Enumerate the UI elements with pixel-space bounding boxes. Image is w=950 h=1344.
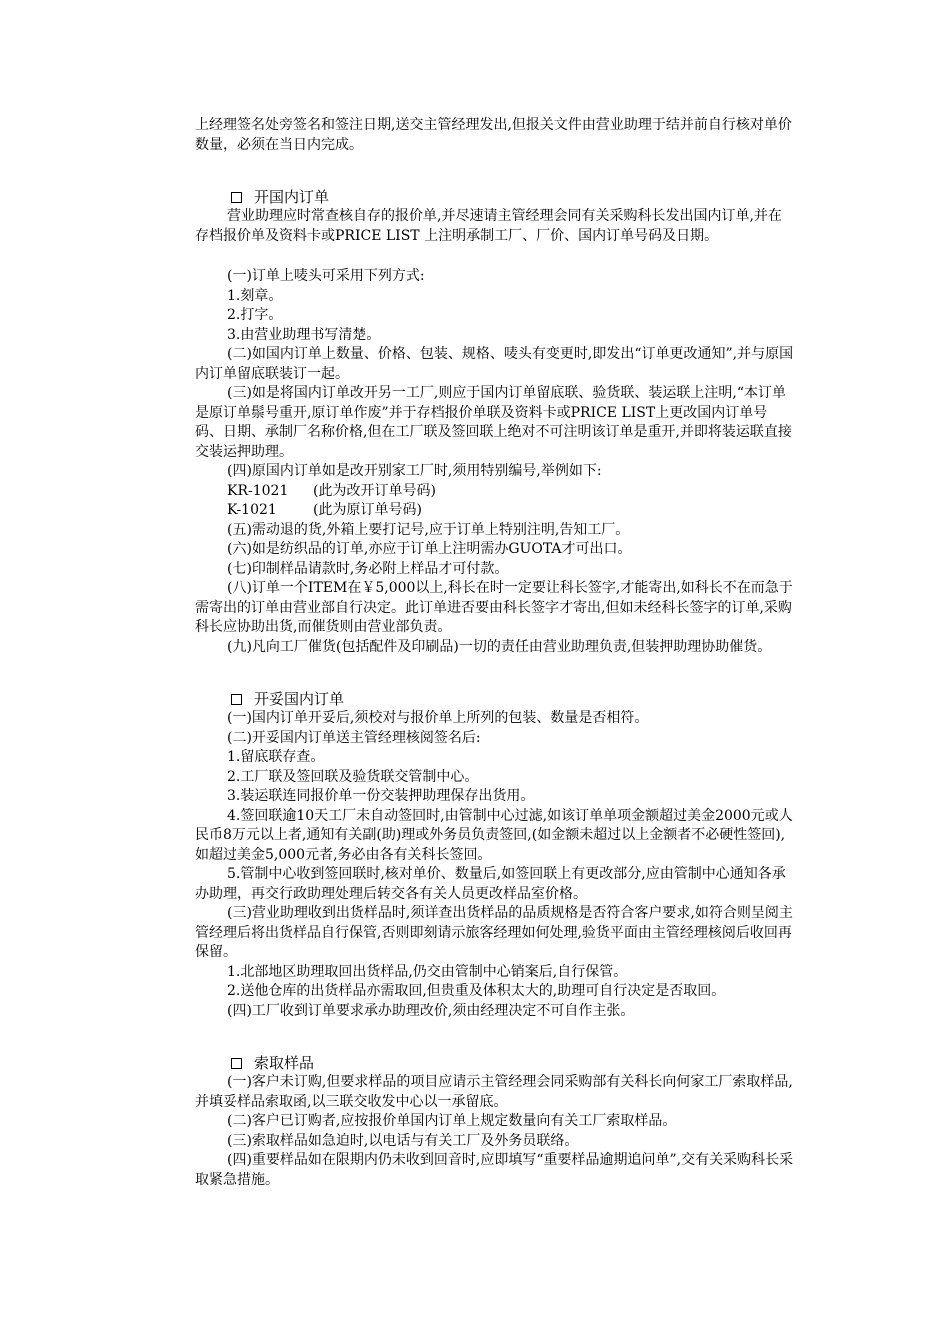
order-code-row [195,482,795,502]
document-page [195,116,795,1190]
list-item: 4.签回联逾10天工厂未自动签回时,由管制中心过滤,如该订单单项金额超过美金2000元或人民币8万元以上者,通知有关副(助)理或外务员负责签回,(如金额未超过以上金额者不必硬性签回),如超过美金5,000元者,务必由各有关科长签回。 [195,807,793,863]
spacer [195,155,795,187]
list-item: (七)印制样品请款时,务必附上样品才可付款。 [227,560,509,577]
list-item: (一)国内订单开妥后,须校对与报价单上所列的包装、数量是否相符。 [227,710,649,726]
list-item: 3.装运联连同报价单一份交装押助理保存出货用。 [227,788,535,804]
list-item: (一)客户未订购,但要求样品的项目应请示主管经理会同采购部有关科长向何家工厂索取样品,并填妥样品索取函,以三联交收发中心以一承留底。 [195,1074,793,1110]
list-item: 5.管制中心收到签回联时,核对单价、数量后,如签回联上有更改部分,应由管制中心通知各承办助理，再交行政助理处理后转交各有关人员更改样品室价格。 [195,866,786,902]
spacer [195,246,795,267]
list-item: (一)订单上唛头可采用下列方式: [227,268,425,284]
list-item: (二)客户已订购者,应按报价单国内订单上规定数量向有关工厂索取样品。 [227,1113,677,1129]
spacer [195,657,795,689]
section-title: 索取样品 [254,1054,315,1072]
list-item: (三)如是将国内订单改开另一工厂,则应于国内订单留底联、验货联、装运联上注明,“本订单是原订单鬃号重开,原订单作废”并于存档报价单联及资料卡或PRICE LIST上更改国内订单号码、日期、承制厂名称价格,但在工厂联及签回联上绝对不可注明该订单是重开,并即将装运联直接交装运押助理。 [195,385,792,460]
list-item: (二)如国内订单上数量、价格、包装、规格、唛头有变更时,即发出“订单更改通知”,并与原国内订单留底联装订一起。 [195,346,794,382]
section-title: 开国内订单 [254,188,330,206]
order-code: K-1021 [227,502,277,518]
order-code: KR-1021 [227,482,289,499]
list-item: 1.北部地区助理取回出货样品,仍交由管制中心销案后,自行保管。 [227,963,628,980]
list-item: 2.工厂联及签回联及验货联交管制中心。 [227,768,479,785]
section-lead: 营业助理应时常查核自存的报价单,并尽速请主管经理会同有关采购科长发出国内订单,并在存档报价单及资料卡或PRICE LIST 上注明承制工厂、厂价、国内订单号码及日期。 [195,208,782,244]
checkbox-square-icon [231,192,242,203]
list-item: (三)营业助理收到出货样品时,须详查出货样品的品质规格是否符合客户要求,如符合则呈阅主管经理后将出货样品自行保管,否则即刻请示旅客经理如何处理,验货平面由主管经理核阅后收回再保留。 [195,905,793,960]
list-item: (六)如是纺织品的订单,亦应于订单上注明需办GUOTA才可出口。 [227,541,632,557]
intro-paragraph: 上经理签名处旁签名和签注日期,送交主管经理发出,但报关文件由营业助理于结并前自行核对单价数量，必须在当日内完成。 [195,117,792,153]
list-item: 2.打字。 [227,307,283,323]
order-code-note: (此为原订单号码) [313,502,422,518]
checkbox-square-icon [231,694,242,705]
list-item: (九)凡向工厂催货(包括配件及印刷品)一切的责任由营业助理负责,但装押助理协助催货。 [227,638,772,655]
checkbox-square-icon [231,1058,242,1069]
section-heading-open-domestic-order [195,187,795,207]
list-item: 3.由营业助理书写清楚。 [227,326,381,343]
list-item: (三)索取样品如急迫时,以电话与有关工厂及外务员联络。 [227,1132,579,1149]
section-heading-request-samples [195,1053,795,1073]
list-item: (二)开妥国内订单送主管经理核阅签名后: [227,729,481,746]
section-heading-domestic-order-completed [195,689,795,709]
list-item: 1.留底联存查。 [227,749,325,765]
list-item: (四)工厂收到订单要求承办助理改价,须由经理决定不可自作主张。 [227,1002,635,1019]
list-item: 2.送他仓库的出货样品亦需取回,但贵重及体积太大的,助理可自行决定是否取回。 [227,983,726,999]
list-item: (四)原国内订单如是改开别家工厂时,须用特别编号,举例如下: [227,463,602,479]
section-title: 开妥国内订单 [254,690,345,708]
list-item: 1.刻章。 [227,287,283,304]
order-code-row [195,501,795,521]
spacer [195,1021,795,1053]
list-item: (四)重要样品如在限期内仍未收到回音时,应即填写“重要样品逾期追问单”,交有关采购科长采取紧急措施。 [195,1152,794,1188]
list-item: (五)需动退的货,外箱上要打记号,应于订单上特别注明,告知工厂。 [227,521,630,538]
order-code-note: (此为改开订单号码) [313,482,436,499]
list-item: (八)订单一个ITEM在￥5,000以上,科长在时一定要让科长签字,才能寄出,如科长不在而急于需寄出的订单由营业部自行决定。此订单进否要由科长签字才寄出,但如未经科长签字的订单,采购科长应协助出货,而催货则由营业部负责。 [195,580,793,635]
